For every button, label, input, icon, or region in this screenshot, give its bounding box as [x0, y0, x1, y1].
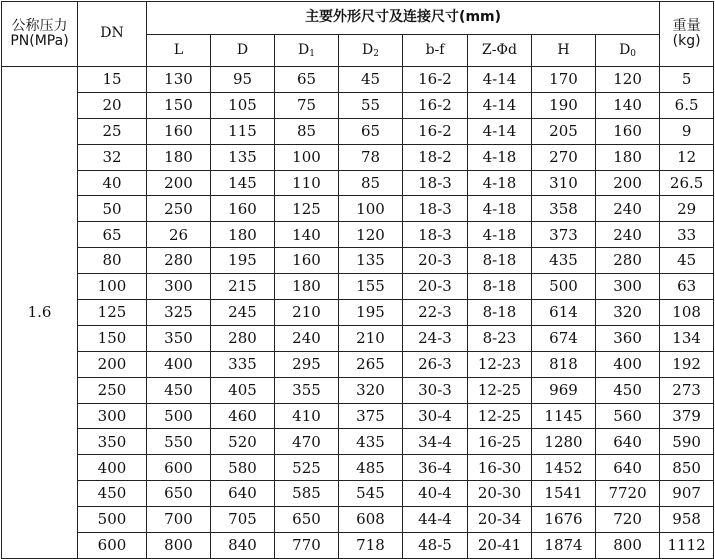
table-cell: 160: [147, 118, 211, 144]
table-cell: 770: [275, 533, 339, 559]
table-cell: 240: [596, 222, 660, 248]
table-cell: 75: [275, 92, 339, 118]
table-cell: 50: [78, 196, 147, 222]
table-cell: 500: [147, 403, 211, 429]
column-header: [596, 35, 660, 67]
table-row: [2, 67, 714, 93]
column-header-label: H: [557, 41, 570, 58]
table-cell: 155: [339, 274, 403, 300]
table-cell: 15: [78, 67, 147, 93]
table-cell: 30-4: [403, 403, 468, 429]
table-body: [2, 67, 714, 559]
table-cell: 20-30: [468, 481, 532, 507]
table-cell: 135: [211, 144, 275, 170]
table-cell: 265: [339, 351, 403, 377]
table-cell: 160: [275, 248, 339, 274]
table-cell: 36-4: [403, 455, 468, 481]
table-cell: 8-23: [468, 325, 532, 351]
table-cell: 273: [660, 377, 714, 403]
table-cell: 270: [532, 144, 596, 170]
table-cell: 435: [532, 248, 596, 274]
table-cell: 1145: [532, 403, 596, 429]
table-cell: 590: [660, 429, 714, 455]
table-cell: 18-3: [403, 196, 468, 222]
table-cell: 20-41: [468, 533, 532, 559]
header-row-main: [2, 2, 714, 35]
table-cell: 65: [339, 118, 403, 144]
table-cell: 450: [78, 481, 147, 507]
table-cell: 355: [275, 377, 339, 403]
table-cell: 350: [147, 325, 211, 351]
column-header: [147, 35, 211, 67]
table-row: [2, 507, 714, 533]
table-cell: 8-18: [468, 248, 532, 274]
table-cell: 614: [532, 300, 596, 326]
table-cell: 818: [532, 351, 596, 377]
table-cell: 12-25: [468, 403, 532, 429]
table-row: [2, 533, 714, 559]
table-cell: 140: [275, 222, 339, 248]
table-cell: 190: [532, 92, 596, 118]
dn-header: DN: [78, 2, 147, 67]
table-cell: 500: [532, 274, 596, 300]
weight-header-label: 重量: [672, 17, 701, 34]
table-cell: 195: [211, 248, 275, 274]
table-cell: 705: [211, 507, 275, 533]
table-cell: 1874: [532, 533, 596, 559]
pressure-header: [2, 2, 78, 67]
table-cell: 20: [78, 92, 147, 118]
table-cell: 1452: [532, 455, 596, 481]
table-cell: 400: [596, 351, 660, 377]
table-cell: 250: [147, 196, 211, 222]
table-row: [2, 325, 714, 351]
table-cell: 125: [275, 196, 339, 222]
table-cell: 1112: [660, 533, 714, 559]
table-cell: 33: [660, 222, 714, 248]
table-cell: 200: [596, 170, 660, 196]
table-cell: 608: [339, 507, 403, 533]
table-cell: 180: [147, 144, 211, 170]
table-cell: 30-3: [403, 377, 468, 403]
table-cell: 358: [532, 196, 596, 222]
column-header-subscript: 2: [373, 48, 379, 59]
table-cell: 210: [275, 300, 339, 326]
table-cell: 25: [78, 118, 147, 144]
table-cell: 4-18: [468, 144, 532, 170]
table-cell: 6.5: [660, 92, 714, 118]
table-cell: 850: [660, 455, 714, 481]
table-cell: 22-3: [403, 300, 468, 326]
table-cell: 5: [660, 67, 714, 93]
table-cell: 335: [211, 351, 275, 377]
table-cell: 115: [211, 118, 275, 144]
table-cell: 26: [147, 222, 211, 248]
table-cell: 18-3: [403, 222, 468, 248]
table-cell: 140: [596, 92, 660, 118]
table-cell: 373: [532, 222, 596, 248]
table-cell: 170: [532, 67, 596, 93]
table-cell: 205: [532, 118, 596, 144]
table-cell: 16-25: [468, 429, 532, 455]
table-cell: 600: [78, 533, 147, 559]
table-cell: 640: [596, 455, 660, 481]
table-cell: 907: [660, 481, 714, 507]
table-row: [2, 170, 714, 196]
table-cell: 485: [339, 455, 403, 481]
table-cell: 245: [211, 300, 275, 326]
table-cell: 100: [339, 196, 403, 222]
table-cell: 4-18: [468, 196, 532, 222]
table-cell: 160: [596, 118, 660, 144]
table-cell: 78: [339, 144, 403, 170]
table-row: [2, 481, 714, 507]
table-cell: 400: [147, 351, 211, 377]
table-cell: 400: [78, 455, 147, 481]
table-cell: 240: [596, 196, 660, 222]
table-cell: 195: [339, 300, 403, 326]
table-cell: 80: [78, 248, 147, 274]
table-cell: 470: [275, 429, 339, 455]
table-cell: 545: [339, 481, 403, 507]
table-cell: 12-25: [468, 377, 532, 403]
table-cell: 8-18: [468, 274, 532, 300]
table-cell: 7720: [596, 481, 660, 507]
column-header: [468, 35, 532, 67]
table-cell: 320: [339, 377, 403, 403]
table-cell: 44-4: [403, 507, 468, 533]
table-cell: 20-3: [403, 248, 468, 274]
table-cell: 100: [78, 274, 147, 300]
table-cell: 63: [660, 274, 714, 300]
table-cell: 800: [147, 533, 211, 559]
table-cell: 134: [660, 325, 714, 351]
table-cell: 12-23: [468, 351, 532, 377]
table-cell: 718: [339, 533, 403, 559]
table-cell: 24-3: [403, 325, 468, 351]
table-cell: 4-18: [468, 222, 532, 248]
table-cell: 85: [339, 170, 403, 196]
table-row: [2, 455, 714, 481]
table-cell: 360: [596, 325, 660, 351]
table-cell: 450: [147, 377, 211, 403]
table-cell: 840: [211, 533, 275, 559]
table-cell: 560: [596, 403, 660, 429]
weight-header-unit: (kg): [672, 33, 701, 49]
table-cell: 300: [596, 274, 660, 300]
table-cell: 250: [78, 377, 147, 403]
table-cell: 700: [147, 507, 211, 533]
column-header-label: D: [298, 41, 310, 58]
table-cell: 16-30: [468, 455, 532, 481]
table-cell: 4-14: [468, 92, 532, 118]
table-cell: 160: [211, 196, 275, 222]
column-header-label: D: [619, 41, 631, 58]
table-cell: 550: [147, 429, 211, 455]
table-cell: 240: [275, 325, 339, 351]
table-cell: 65: [275, 67, 339, 93]
table-cell: 215: [211, 274, 275, 300]
table-cell: 180: [211, 222, 275, 248]
table-cell: 34-4: [403, 429, 468, 455]
table-cell: 1676: [532, 507, 596, 533]
table-cell: 800: [596, 533, 660, 559]
table-cell: 405: [211, 377, 275, 403]
table-cell: 720: [596, 507, 660, 533]
table-cell: 135: [339, 248, 403, 274]
table-cell: 45: [660, 248, 714, 274]
table-cell: 379: [660, 403, 714, 429]
table-cell: 650: [147, 481, 211, 507]
table-cell: 95: [211, 67, 275, 93]
table-cell: 310: [532, 170, 596, 196]
table-cell: 969: [532, 377, 596, 403]
table-cell: 18-3: [403, 170, 468, 196]
table-cell: 150: [147, 92, 211, 118]
table-row: [2, 351, 714, 377]
table-cell: 350: [78, 429, 147, 455]
table-row: [2, 300, 714, 326]
table-cell: 210: [339, 325, 403, 351]
table-cell: 280: [596, 248, 660, 274]
table-cell: 4-14: [468, 118, 532, 144]
table-cell: 375: [339, 403, 403, 429]
table-row: [2, 118, 714, 144]
table-cell: 110: [275, 170, 339, 196]
column-header: [275, 35, 339, 67]
table-cell: 16-2: [403, 92, 468, 118]
table-cell: 29: [660, 196, 714, 222]
table-cell: 585: [275, 481, 339, 507]
table-cell: 650: [275, 507, 339, 533]
table-cell: 26.5: [660, 170, 714, 196]
table-cell: 180: [275, 274, 339, 300]
table-cell: 32: [78, 144, 147, 170]
table-cell: 1541: [532, 481, 596, 507]
table-cell: 410: [275, 403, 339, 429]
table-cell: 20-34: [468, 507, 532, 533]
table-cell: 958: [660, 507, 714, 533]
table-cell: 280: [211, 325, 275, 351]
table-cell: 40: [78, 170, 147, 196]
table-cell: 40-4: [403, 481, 468, 507]
table-cell: 460: [211, 403, 275, 429]
table-cell: 16-2: [403, 118, 468, 144]
table-cell: 525: [275, 455, 339, 481]
table-cell: 580: [211, 455, 275, 481]
table-cell: 9: [660, 118, 714, 144]
table-cell: 130: [147, 67, 211, 93]
table-cell: 85: [275, 118, 339, 144]
table-cell: 120: [596, 67, 660, 93]
table-cell: 320: [596, 300, 660, 326]
table-row: [2, 248, 714, 274]
table-cell: 45: [339, 67, 403, 93]
column-header-label: L: [173, 41, 184, 58]
table-cell: 55: [339, 92, 403, 118]
table-row: [2, 222, 714, 248]
table-cell: 26-3: [403, 351, 468, 377]
table-cell: 280: [147, 248, 211, 274]
table-cell: 100: [275, 144, 339, 170]
table-cell: 435: [339, 429, 403, 455]
table-cell: 65: [78, 222, 147, 248]
table-cell: 500: [78, 507, 147, 533]
table-cell: 1280: [532, 429, 596, 455]
table-cell: 300: [147, 274, 211, 300]
table-cell: 325: [147, 300, 211, 326]
table-cell: 520: [211, 429, 275, 455]
table-cell: 20-3: [403, 274, 468, 300]
pressure-header-unit: PN(MPa): [10, 33, 69, 49]
column-header-subscript: 0: [630, 48, 637, 59]
column-header-label: Z-Φd: [482, 41, 517, 58]
table-cell: 145: [211, 170, 275, 196]
table-row: [2, 429, 714, 455]
column-header: [532, 35, 596, 67]
table-cell: 450: [596, 377, 660, 403]
table-cell: 16-2: [403, 67, 468, 93]
table-cell: 295: [275, 351, 339, 377]
table-row: [2, 144, 714, 170]
table-cell: 18-2: [403, 144, 468, 170]
weight-header: [660, 2, 714, 67]
column-header-label: D: [362, 41, 374, 58]
table-row: [2, 274, 714, 300]
table-cell: 4-14: [468, 67, 532, 93]
column-header: [403, 35, 468, 67]
column-header-label: b-f: [425, 41, 445, 58]
table-cell: 120: [339, 222, 403, 248]
table-cell: 192: [660, 351, 714, 377]
table-cell: 180: [596, 144, 660, 170]
table-row: [2, 92, 714, 118]
table-cell: 674: [532, 325, 596, 351]
column-header-subscript: 1: [309, 48, 315, 59]
table-cell: 640: [211, 481, 275, 507]
table-cell: 8-18: [468, 300, 532, 326]
table-cell: 105: [211, 92, 275, 118]
pressure-header-label: 公称压力: [11, 17, 68, 34]
table-cell: 12: [660, 144, 714, 170]
table-cell: 108: [660, 300, 714, 326]
table-cell: 640: [596, 429, 660, 455]
valve-dimension-table: [1, 1, 714, 559]
table-row: [2, 403, 714, 429]
table-row: [2, 377, 714, 403]
table-cell: 200: [78, 351, 147, 377]
table-cell: 200: [147, 170, 211, 196]
table-cell: 600: [147, 455, 211, 481]
main-dims-header: 主要外形尺寸及连接尺寸(mm): [147, 2, 660, 35]
table-cell: 48-5: [403, 533, 468, 559]
table-row: [2, 196, 714, 222]
table-cell: 150: [78, 325, 147, 351]
column-header-label: D: [236, 41, 249, 58]
column-header: [339, 35, 403, 67]
pressure-value: 1.6: [2, 67, 78, 559]
table-cell: 300: [78, 403, 147, 429]
table-cell: 125: [78, 300, 147, 326]
table-cell: 4-18: [468, 170, 532, 196]
column-header: [211, 35, 275, 67]
